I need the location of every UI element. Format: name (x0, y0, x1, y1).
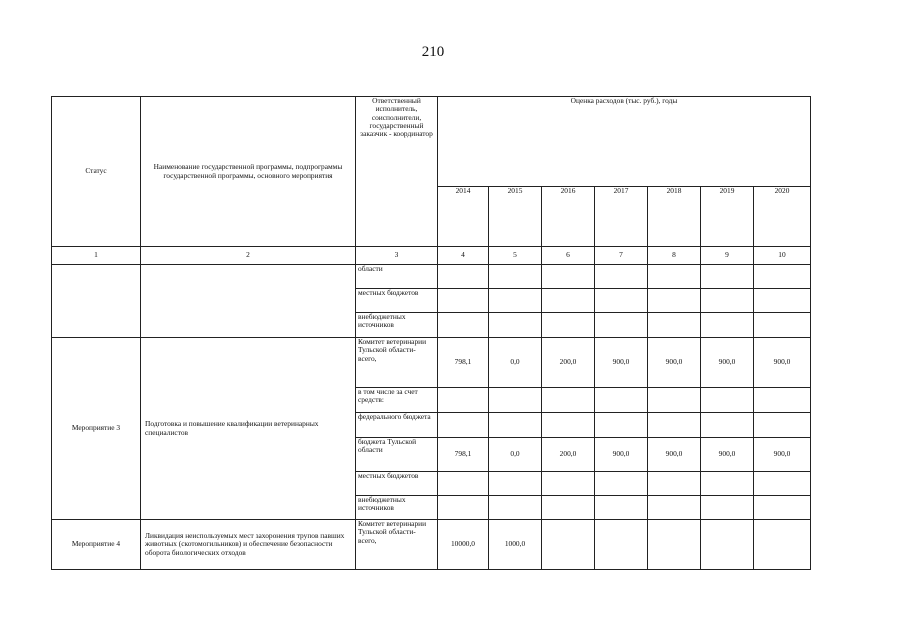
column-number: 4 (438, 247, 489, 265)
value-cell: 900,0 (648, 338, 701, 388)
value-cell: 900,0 (701, 438, 754, 472)
value-cell (542, 472, 595, 496)
value-cell (701, 496, 754, 520)
value-cell (754, 265, 811, 289)
column-number: 3 (356, 247, 438, 265)
value-cell (542, 265, 595, 289)
source-cell: бюджета Тульской области (356, 438, 438, 472)
column-number: 8 (648, 247, 701, 265)
value-cell (701, 388, 754, 413)
value-cell (489, 313, 542, 338)
value-cell (438, 413, 489, 438)
value-cell (754, 289, 811, 313)
value-cell (595, 413, 648, 438)
value-cell (754, 472, 811, 496)
value-cell (595, 472, 648, 496)
value-cell: 200,0 (542, 438, 595, 472)
source-cell: Комитет ветеринарии Тульской области- всего, (356, 338, 438, 388)
value-cell (648, 265, 701, 289)
value-cell: 900,0 (701, 338, 754, 388)
column-number: 7 (595, 247, 648, 265)
value-cell: 900,0 (648, 438, 701, 472)
value-cell (438, 472, 489, 496)
value-cell (595, 265, 648, 289)
value-cell (489, 472, 542, 496)
value-cell (438, 388, 489, 413)
value-cell (489, 289, 542, 313)
value-cell: 10000,0 (438, 520, 489, 570)
value-cell: 900,0 (754, 438, 811, 472)
column-number: 10 (754, 247, 811, 265)
value-cell: 900,0 (595, 338, 648, 388)
table-row (52, 520, 811, 570)
measure3-status: Мероприятие 3 (52, 338, 141, 520)
value-cell (648, 520, 701, 570)
value-cell (701, 413, 754, 438)
value-cell: 1000,0 (489, 520, 542, 570)
table-row (52, 265, 811, 289)
value-cell (542, 413, 595, 438)
measure4-status: Мероприятие 4 (52, 520, 141, 570)
column-number: 2 (141, 247, 356, 265)
value-cell (754, 413, 811, 438)
value-cell (595, 520, 648, 570)
value-cell (701, 313, 754, 338)
value-cell: 900,0 (595, 438, 648, 472)
value-cell (438, 496, 489, 520)
year-header: 2017 (595, 187, 648, 247)
header-name: Наименование государственной программы, подпрограммы государственной программы, основного мероприятия (141, 97, 356, 247)
column-number: 6 (542, 247, 595, 265)
value-cell (701, 265, 754, 289)
year-header: 2019 (701, 187, 754, 247)
column-number: 5 (489, 247, 542, 265)
value-cell (438, 313, 489, 338)
value-cell (648, 496, 701, 520)
value-cell (595, 388, 648, 413)
year-header: 2020 (754, 187, 811, 247)
value-cell (542, 289, 595, 313)
value-cell (489, 388, 542, 413)
table-row (52, 338, 811, 388)
source-cell: внебюджетных источников (356, 496, 438, 520)
value-cell (595, 496, 648, 520)
year-header: 2018 (648, 187, 701, 247)
source-cell: Комитет ветеринарии Тульской области- всего, (356, 520, 438, 570)
value-cell (542, 496, 595, 520)
value-cell (595, 289, 648, 313)
source-cell: в том числе за счет средств: (356, 388, 438, 413)
value-cell (648, 472, 701, 496)
header-executor: Ответственный исполнитель, соисполнители, государственный заказчик - координатор (356, 97, 438, 247)
value-cell (489, 265, 542, 289)
column-numbers-row (52, 247, 811, 265)
value-cell: 798,1 (438, 438, 489, 472)
value-cell (438, 265, 489, 289)
budget-table (51, 96, 811, 570)
header-status: Статус (52, 97, 141, 247)
value-cell (754, 496, 811, 520)
source-cell: области (356, 265, 438, 289)
value-cell (489, 413, 542, 438)
source-cell: внебюджетных источников (356, 313, 438, 338)
year-header: 2014 (438, 187, 489, 247)
value-cell (648, 313, 701, 338)
measure4-name: Ликвидация неиспользуемых мест захоронения трупов павших животных (скотомогильников) и обеспечение безопасности оборота биологических отходов (141, 520, 356, 570)
empty-name-cell (141, 265, 356, 338)
source-cell: местных бюджетов (356, 289, 438, 313)
source-cell: федерального бюджета (356, 413, 438, 438)
value-cell (542, 520, 595, 570)
value-cell (701, 289, 754, 313)
value-cell (648, 289, 701, 313)
year-header: 2015 (489, 187, 542, 247)
header-expenses: Оценка расходов (тыс. руб.), годы (438, 97, 811, 187)
value-cell (754, 313, 811, 338)
value-cell (648, 413, 701, 438)
value-cell: 0,0 (489, 438, 542, 472)
page-number: 210 (421, 44, 445, 60)
measure3-name: Подготовка и повышение квалификации ветеринарных специалистов (141, 338, 356, 520)
value-cell (542, 388, 595, 413)
value-cell (701, 520, 754, 570)
source-cell: местных бюджетов (356, 472, 438, 496)
column-number: 9 (701, 247, 754, 265)
value-cell (754, 388, 811, 413)
value-cell: 0,0 (489, 338, 542, 388)
value-cell (754, 520, 811, 570)
value-cell: 798,1 (438, 338, 489, 388)
value-cell (542, 313, 595, 338)
value-cell (489, 496, 542, 520)
column-number: 1 (52, 247, 141, 265)
value-cell: 900,0 (754, 338, 811, 388)
value-cell (648, 388, 701, 413)
value-cell (701, 472, 754, 496)
value-cell: 200,0 (542, 338, 595, 388)
value-cell (595, 313, 648, 338)
empty-status-cell (52, 265, 141, 338)
header-row (52, 97, 811, 187)
year-header: 2016 (542, 187, 595, 247)
value-cell (438, 289, 489, 313)
